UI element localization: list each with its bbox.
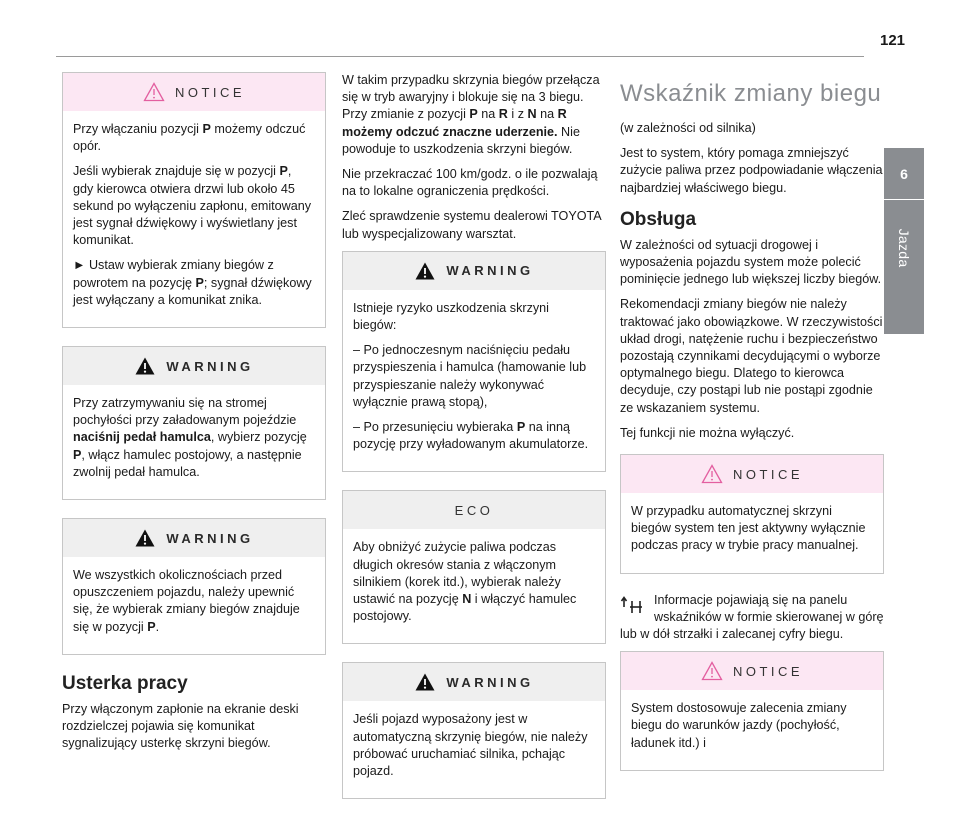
chapter-number: 6: [884, 148, 924, 200]
bold-text: R możemy odczuć znaczne uderzenie.: [342, 107, 567, 139]
section-heading: Obsługa: [620, 208, 697, 230]
paragraph: [620, 145, 884, 197]
notice-label: NOTICE: [174, 84, 246, 100]
info-paragraph: [620, 592, 884, 644]
notice-body: [621, 493, 883, 573]
paragraph: [620, 592, 884, 644]
text-run: Informacje pojawiają się na panelu wskaźników w formie skierowanej w górę lub w dół strzałki i zalecanej cyfry biegu.: [620, 592, 884, 642]
text-run: Aby obniżyć zużycie paliwa podczas długich okresów stania z włączonym silnikiem (korek itd.), wybierak należy ustawić na pozycję: [353, 540, 561, 607]
warning-triangle-icon: [414, 261, 436, 281]
paragraph: [353, 300, 595, 334]
eco-box: [342, 490, 606, 644]
page-title: Wskaźnik zmiany biegu: [620, 80, 882, 107]
text-run: i włączyć hamulec postojowy.: [353, 592, 577, 624]
text-run: Nie przekraczać 100 km/godz. o ile pozwalają na to lokalne ograniczenia prędkości.: [342, 167, 598, 199]
eco-header: [343, 491, 605, 529]
notice-triangle-icon: [143, 82, 165, 102]
paragraph: [73, 257, 315, 309]
paragraph: [342, 166, 606, 200]
page-number: 121: [880, 32, 906, 49]
notice-header: [621, 455, 883, 493]
paragraph: [353, 711, 595, 780]
text-run: (w zależności od silnika): [620, 121, 756, 135]
paragraph: [353, 342, 595, 411]
warning-header: [343, 663, 605, 701]
warning-box: [342, 662, 606, 799]
paragraph: [620, 425, 884, 442]
warning-label: WARNING: [166, 358, 254, 374]
text-run: We wszystkich okolicznościach przed opuszczeniem pojazdu, należy upewnić się, że wybierak zmiany biegów znajduje się w pozycji: [73, 568, 300, 634]
text-run: na: [477, 107, 499, 122]
warning-header: [343, 252, 605, 290]
warning-body: [343, 701, 605, 798]
text-run: – Po przesunięciu wybieraka: [353, 420, 517, 435]
paragraph: [73, 395, 315, 481]
warning-body: [343, 290, 605, 472]
eco-label: ECO: [454, 502, 494, 518]
notice-body: [621, 690, 883, 770]
text-run: Zleć sprawdzenie systemu dealerowi TOYOTA lub wyspecjalizowany warsztat.: [342, 209, 601, 241]
text-run: W takim przypadku skrzynia biegów przełącza się w tryb awaryjny i blokuje się na 3 biegu. Przy zmianie z pozycji: [342, 73, 600, 122]
warning-body: [63, 385, 325, 499]
text-run: Przy włączaniu pozycji: [73, 122, 203, 136]
notice-triangle-icon: [701, 661, 723, 681]
gear-shift-icon: [620, 595, 646, 617]
paragraph: [353, 539, 595, 625]
notice-triangle-icon: [701, 464, 723, 484]
bold-text: P: [279, 164, 288, 179]
warning-box: [342, 251, 606, 473]
bold-text: P: [73, 447, 82, 462]
warning-label: WARNING: [446, 674, 534, 690]
notice-box: [62, 72, 326, 328]
paragraph: [353, 419, 595, 453]
text-run: Przy zatrzymywaniu się na stromej pochyłości przy załadowanym pojeździe: [73, 396, 297, 428]
notice-box: [620, 651, 884, 771]
bold-text: R: [498, 107, 508, 122]
text-run: Jeśli pojazd wyposażony jest w automatyczną skrzynię biegów, nie należy próbować uruchamiać silnika, pchając pojazd.: [353, 712, 588, 779]
text-run: Rekomendacji zmiany biegów nie należy traktować jako obowiązkowe. W rzeczywistości układ drogi, natężenie ruchu i bezpieczeństwo pozostają czynnikami decydującymi o wyborze optymalnego biegu. Dlatego to kierowca decyduje, czy postąpi lub nie postąpi zgodnie ze wskazaniem systemu.: [620, 297, 883, 415]
bold-text: P: [147, 619, 156, 634]
paragraph: [620, 296, 884, 416]
eco-body: [343, 529, 605, 643]
section-text: [620, 237, 884, 442]
text-run: Istnieje ryzyko uszkodzenia skrzyni biegów:: [353, 300, 549, 333]
paragraph: [620, 120, 884, 137]
paragraph: [342, 72, 606, 158]
bold-text: P: [469, 107, 478, 122]
column-3: [620, 80, 884, 789]
paragraph: [73, 121, 315, 155]
column-1: [62, 72, 326, 760]
column-2: [342, 72, 606, 817]
bold-text: N: [462, 592, 472, 607]
paragraph: [631, 503, 873, 555]
intro-text: [620, 120, 884, 197]
paragraph: [620, 237, 884, 289]
bold-text: N: [527, 107, 537, 122]
paragraph: [631, 700, 873, 752]
section-text: [62, 701, 326, 753]
intro-text: [342, 72, 606, 243]
text-run: , gdy kierowca otwiera drzwi lub około 45 sekund po wyłączeniu zapłonu, emitowany jest sygnał dźwiękowy i wyświetlany jest komunikat.: [73, 164, 312, 248]
notice-label: NOTICE: [732, 466, 804, 482]
text-run: na inną pozycję przy wyładowanym akumulatorze.: [353, 420, 589, 452]
warning-box: [62, 346, 326, 500]
warning-triangle-icon: [414, 672, 436, 692]
bold-text: P: [202, 122, 211, 136]
paragraph: [342, 208, 606, 242]
notice-box: [620, 454, 884, 574]
text-run: – Po jednoczesnym naciśnięciu pedału przyspieszenia i hamulca (hamowanie lub przyspieszanie należy wykonywać wyłącznie prawą stopą),: [353, 343, 587, 409]
info-text: [620, 592, 884, 644]
warning-box: [62, 518, 326, 655]
warning-header: [63, 519, 325, 557]
warning-label: WARNING: [166, 530, 254, 546]
text-run: .: [155, 619, 160, 634]
warning-body: [63, 557, 325, 654]
notice-body: [63, 111, 325, 327]
text-run: na: [536, 107, 558, 122]
section-heading: Usterka pracy: [62, 672, 188, 694]
text-run: możemy odczuć opór.: [73, 122, 306, 154]
text-run: Nie powoduje to uszkodzenia skrzyni biegów.: [342, 124, 580, 156]
text-run: Przy włączonym zapłonie na ekranie deski rozdzielczej pojawia się komunikat sygnalizujący usterkę skrzyni biegów.: [62, 701, 299, 751]
notice-header: [63, 73, 325, 111]
bold-text: naciśnij pedał hamulca: [73, 430, 211, 445]
text-run: , wybierz pozycję: [210, 430, 307, 445]
text-run: System dostosowuje zalecenia zmiany biegu do warunków jazdy (pochyłość, ładunek itd.) i: [631, 701, 847, 750]
warning-label: WARNING: [446, 263, 534, 279]
text-run: i z: [507, 107, 528, 122]
paragraph: [73, 567, 315, 636]
text-run: Tej funkcji nie można wyłączyć.: [620, 425, 795, 440]
text-run: W przypadku automatycznej skrzyni biegów system ten jest aktywny wyłącznie podczas pracy w trybie pracy manualnej.: [631, 504, 866, 553]
chapter-tab: [884, 148, 924, 334]
text-run: ► Ustaw wybierak zmiany biegów z powrotem na pozycję: [73, 258, 274, 290]
notice-label: NOTICE: [732, 663, 804, 679]
warning-header: [63, 347, 325, 385]
text-run: ; sygnał dźwiękowy jest wyłączany a komunikat znika.: [73, 275, 312, 307]
text-run: Jeśli wybierak znajduje się w pozycji: [73, 164, 280, 179]
warning-triangle-icon: [134, 356, 156, 376]
warning-triangle-icon: [134, 528, 156, 548]
paragraph: [62, 701, 326, 753]
text-run: , włącz hamulec postojowy, a następnie zwolnij pedał hamulca.: [73, 447, 302, 479]
paragraph: [73, 163, 315, 249]
text-run: Jest to system, który pomaga zmniejszyć zużycie paliwa przez podpowiadanie włączenia najbardziej właściwego biegu.: [620, 146, 883, 195]
text-run: W zależności od sytuacji drogowej i wyposażenia pojazdu system może polecić pominięcie jednego lub większej liczby biegów.: [620, 237, 882, 287]
notice-header: [621, 652, 883, 690]
bold-text: P: [516, 420, 526, 435]
bold-text: P: [195, 275, 204, 290]
header-rule: [56, 56, 864, 57]
chapter-title: Jazda: [896, 228, 912, 268]
